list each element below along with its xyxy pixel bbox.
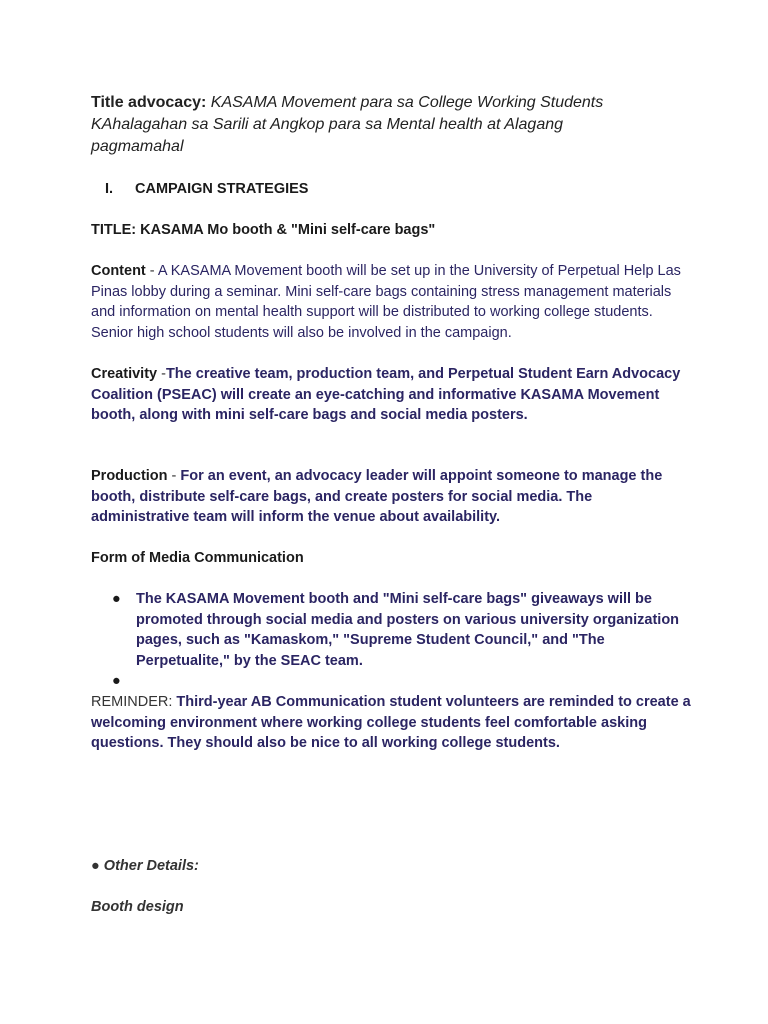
content-paragraph bbox=[91, 261, 691, 343]
content-separator: - bbox=[145, 263, 158, 279]
creativity-label: Creativity bbox=[91, 366, 158, 382]
media-bullet-list bbox=[91, 589, 691, 692]
production-paragraph bbox=[91, 466, 691, 528]
reminder-label: REMINDER: bbox=[91, 694, 173, 710]
creativity-text: The creative team, production team, and Perpetual Student Earn Advocacy Coalition (PSEAC) will create an eye-catching and informative KASAMA Movement booth, along with mini self-care bags and social media posters. bbox=[91, 366, 681, 424]
list-item bbox=[91, 671, 691, 692]
section-number: I. bbox=[105, 181, 114, 197]
title-label: Title advocacy: bbox=[91, 94, 207, 111]
campaign-title: TITLE: KASAMA Mo booth & "Mini self-care bags" bbox=[91, 222, 436, 238]
title-line-2: KAhalagahan sa Sarili at Angkop para sa Mental health at Alagang bbox=[91, 116, 564, 133]
media-heading: Form of Media Communication bbox=[91, 550, 304, 566]
title-advocacy bbox=[91, 92, 691, 158]
creativity-paragraph bbox=[91, 364, 691, 426]
bullet-icon: ● bbox=[112, 673, 121, 690]
bullet-icon: ● bbox=[112, 591, 121, 607]
other-details-heading: ● Other Details: bbox=[91, 858, 199, 874]
content-text: A KASAMA Movement booth will be set up in the University of Perpetual Help Las Pinas lobby during a seminar. Mini self-care bags containing stress management materials and information on mental health support will be distributed to working college students. Senior high school students will also be involved in the campaign. bbox=[91, 263, 681, 341]
content-label: Content bbox=[91, 263, 146, 279]
production-text: For an event, an advocacy leader will appoint someone to manage the booth, distribute self-care bags, and create posters for social media. The administrative team will inform the venue about availability. bbox=[91, 468, 663, 526]
production-separator: - bbox=[167, 468, 181, 484]
reminder-text: Third-year AB Communication student volunteers are reminded to create a welcoming environment where working college students feel comfortable asking questions. They should also be nice to all working college students. bbox=[91, 694, 691, 752]
booth-design-heading: Booth design bbox=[91, 899, 184, 915]
title-line-1: KASAMA Movement para sa College Working Students bbox=[210, 94, 604, 111]
title-line-3: pagmamahal bbox=[91, 138, 184, 155]
section-title: CAMPAIGN STRATEGIES bbox=[135, 181, 309, 197]
list-item bbox=[91, 589, 691, 671]
bullet-text: The KASAMA Movement booth and "Mini self-care bags" giveaways will be promoted through social media and posters on various university organization pages, such as "Kamaskom," "Supreme Student Council," and "The Perpetualite," by the SEAC team. bbox=[136, 591, 680, 669]
production-label: Production bbox=[91, 468, 168, 484]
creativity-separator: - bbox=[157, 366, 166, 382]
reminder-paragraph bbox=[91, 692, 691, 754]
